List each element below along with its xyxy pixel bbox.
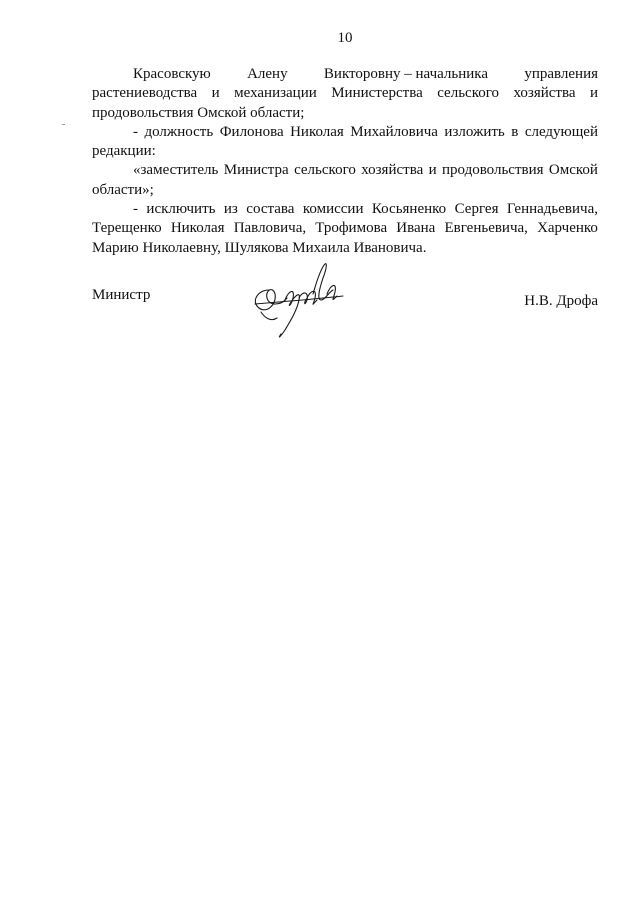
word: продовольствия <box>441 162 544 179</box>
paragraph-line <box>92 65 598 84</box>
word: состава <box>246 201 295 218</box>
document-body <box>92 65 598 258</box>
paragraph-line <box>92 161 598 180</box>
word: хозяйства <box>361 162 424 179</box>
word: Викторовну – начальника <box>323 66 489 82</box>
paragraph-deputy-minister <box>92 161 598 200</box>
paragraph-krasovskaya <box>92 65 598 123</box>
word: Министерства <box>331 85 423 102</box>
word: - <box>133 201 138 218</box>
paragraph-filonov <box>92 123 598 162</box>
word: Евгеньевича, <box>444 220 528 237</box>
word: Геннадьевича, <box>506 201 598 218</box>
word: сельского <box>294 162 356 179</box>
word: Красовскую <box>133 66 211 82</box>
word: должность <box>144 123 214 140</box>
word: Николая <box>170 220 225 237</box>
word: и <box>428 162 437 179</box>
signatory-name: Н.В. Дрофа <box>524 293 598 309</box>
word: Филонова <box>219 123 284 140</box>
signatory-title: Министр <box>92 287 151 303</box>
word: Министра <box>223 162 289 179</box>
word: механизации <box>234 85 317 102</box>
word: Терещенко <box>92 220 162 237</box>
word: Косьяненко <box>371 201 447 218</box>
signature-block <box>92 260 598 350</box>
paragraph-line <box>92 123 598 142</box>
word: Павловича, <box>233 220 307 237</box>
word: следующей <box>524 123 598 140</box>
word: сельского <box>437 85 500 102</box>
paragraph-line <box>92 200 598 219</box>
word: Сергея <box>454 201 499 218</box>
word: Трофимова <box>315 220 388 237</box>
margin-mark <box>62 124 65 125</box>
word: Ивана <box>396 220 436 237</box>
word: управления <box>524 66 598 82</box>
handwritten-signature <box>247 260 347 342</box>
word: Михайловича <box>350 123 438 140</box>
word: Алену <box>247 66 288 82</box>
word: изложить <box>444 123 505 140</box>
paragraph-line: продовольствия Омской области; <box>92 104 305 121</box>
word: исключить <box>146 201 216 218</box>
paragraph-line: области»; <box>92 181 154 198</box>
paragraph-exclusion <box>92 200 598 258</box>
word: Харченко <box>537 220 598 237</box>
word: и <box>589 85 598 102</box>
paragraph-line <box>92 84 598 103</box>
word: из <box>223 201 238 218</box>
paragraph-line: Марию Николаевну, Шулякова Михаила Ивановича. <box>92 239 427 256</box>
page-number: 10 <box>337 30 353 46</box>
word: Омской <box>548 162 598 179</box>
word: и <box>211 85 220 102</box>
word: в <box>511 123 519 140</box>
word: Николая <box>290 123 344 140</box>
paragraph-line <box>92 219 598 238</box>
paragraph-line: редакции: <box>92 143 156 160</box>
word: комиссии <box>302 201 364 218</box>
word: «заместитель <box>133 162 219 179</box>
word: - <box>133 123 138 140</box>
word: хозяйства <box>513 85 576 102</box>
word: растениеводства <box>92 85 198 102</box>
